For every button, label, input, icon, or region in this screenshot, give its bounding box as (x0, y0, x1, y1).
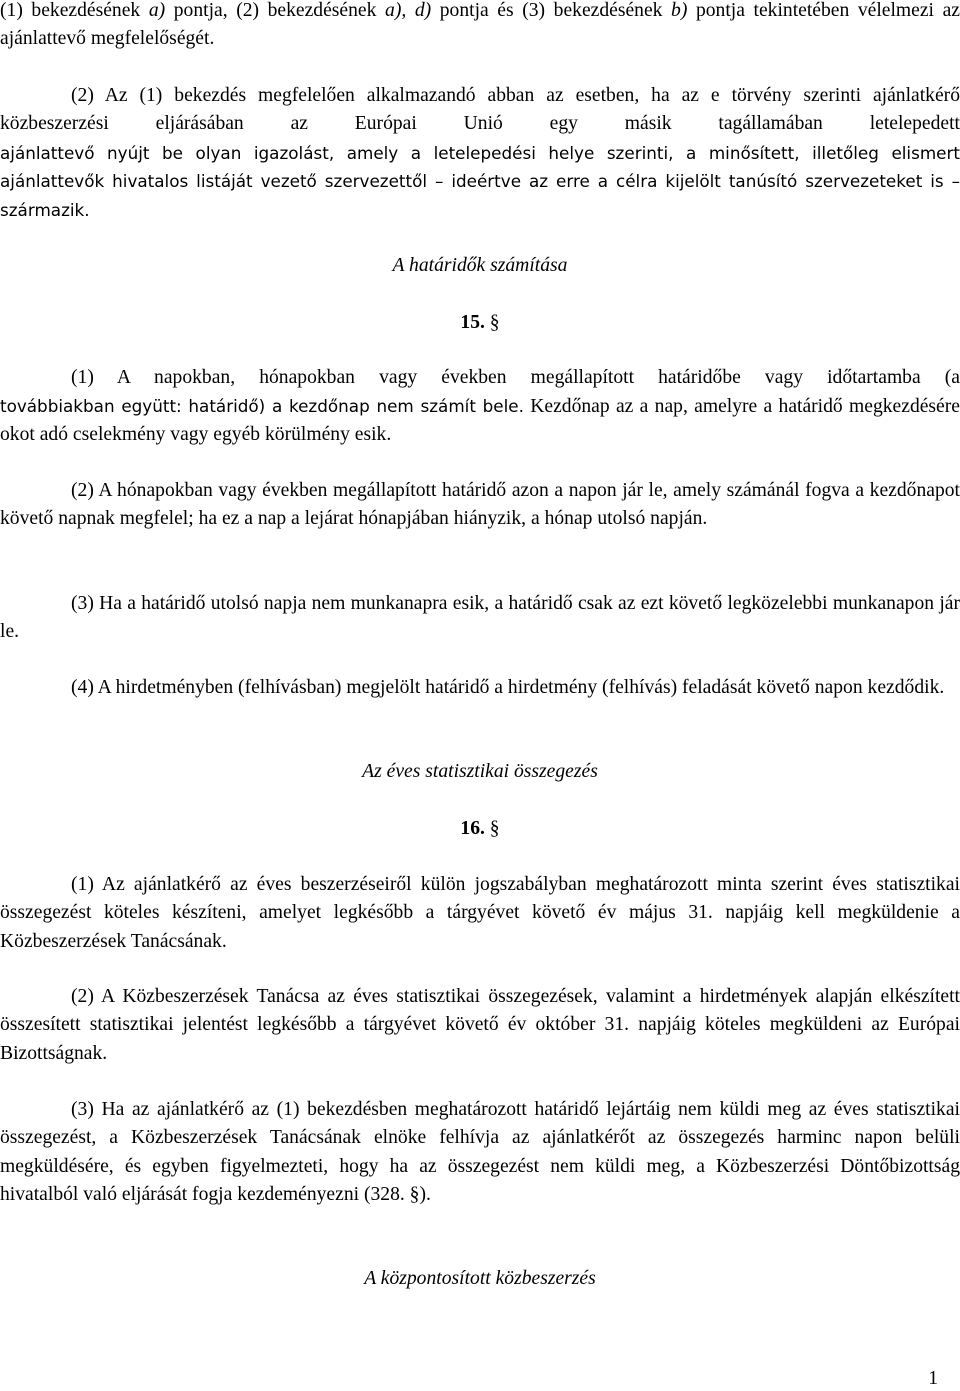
s15-paragraph-1-lead: (1) A napokban, hónapokban vagy években megállapított határidőbe vagy időtartamba (a (71, 367, 960, 388)
s15-paragraph-1-tail: Kezdőnap az a nap, amelyre a határidő megkezdésére okot adó cselekmény vagy egyéb körülmény esik. (0, 396, 960, 446)
paragraph-2-lead: (2) Az (1) bekezdés megfelelően alkalmazandó abban az esetben, ha az e törvény szerinti ajánlatkérő közbeszerzési eljárásában az Európai Unió egy másik tagállamában letelepedett (0, 85, 960, 135)
intro-text-4: pontja tekintetében vélelmezi az ajánlattevő megfelelőségét. (0, 0, 960, 50)
s16-paragraph-1: (1) Az ajánlatkérő az éves beszerzéseiről külön jogszabályban meghatározott minta szerint éves statisztikai összegezést köteles készíteni, amelyet legkésőbb a tárgyévet követő év május 31. napjáig kell megküldenie a Közbeszerzések Tanácsának. (0, 874, 960, 952)
s15-paragraph-2: (2) A hónapokban vagy években megállapított határidő azon a napon jár le, amely számánál fogva a kezdőnapot követő napnak megfelel; ha ez a nap a lejárat hónapjában hiányzik, a hónap utolsó napján. (0, 480, 960, 530)
section-16-number: 16. (460, 818, 485, 839)
s15-paragraph-1-rest (0, 392, 960, 450)
intro-text-2: pontja, (2) bekezdésének (165, 0, 386, 21)
intro-paragraph (0, 0, 960, 54)
section-heading-centralised: A központosított közbeszerzés (364, 1268, 596, 1289)
s15-paragraph-1-sans: továbbiakban együtt: határidő) a kezdőnap nem számít bele. (0, 396, 524, 416)
paragraph-sign: § (489, 312, 500, 333)
section-heading-statistics: Az éves statisztikai összegezés (362, 761, 598, 782)
section-15-title (0, 309, 960, 337)
paragraph-sign: § (489, 818, 500, 839)
s15-paragraph-4: (4) A hirdetményben (felhívásban) megjelölt határidő a hirdetmény (felhívás) feladását követő napon kezdődik. (71, 677, 945, 698)
intro-ref-ad: a), d) (385, 0, 432, 21)
page-number: 1 (928, 1368, 938, 1389)
intro-text-1: (1) bekezdésének (0, 0, 149, 21)
s16-paragraph-2: (2) A Közbeszerzések Tanácsa az éves statisztikai összegezések, valamint a hirdetmények alapján elkészített összesített statisztikai jelentést legkésőbb a tárgyévet követő év október 31. napjáig köteles megküldeni az Európai Bizottságnak. (0, 986, 960, 1064)
s16-paragraph-3: (3) Ha az ajánlatkérő az (1) bekezdésben meghatározott határidő lejártáig nem küldi meg az éves statisztikai összegezést, a Közbeszerzések Tanácsának elnöke felhívja az ajánlatkérőt az összegezés harminc napon belüli megküldésére, és egyben figyelmezteti, hogy ha az összegezést nem küldi meg, a Közbeszerzési Döntőbizottság hivatalból való eljárását fogja kezdeményezni (328. §). (0, 1099, 960, 1206)
section-15-number: 15. (460, 312, 485, 333)
intro-ref-a: a) (148, 0, 166, 21)
section-16-title (0, 815, 960, 843)
section-heading-deadlines: A határidők számítása (392, 255, 568, 276)
intro-ref-b: b) (671, 0, 688, 21)
paragraph-2-rest: ajánlattevő nyújt be olyan igazolást, amely a letelepedési helye szerinti, a minősített, illetőleg elismert ajánlattevők hivatalos listáját vezető szervezettől – ideértve az erre a célra kijelölt tanúsító szervezeteket is – származik. (0, 143, 960, 220)
s15-paragraph-3: (3) Ha a határidő utolsó napja nem munkanapra esik, a határidő csak az ezt követő legközelebbi munkanapon jár le. (0, 593, 960, 643)
intro-text-3: pontja és (3) bekezdésének (431, 0, 672, 21)
